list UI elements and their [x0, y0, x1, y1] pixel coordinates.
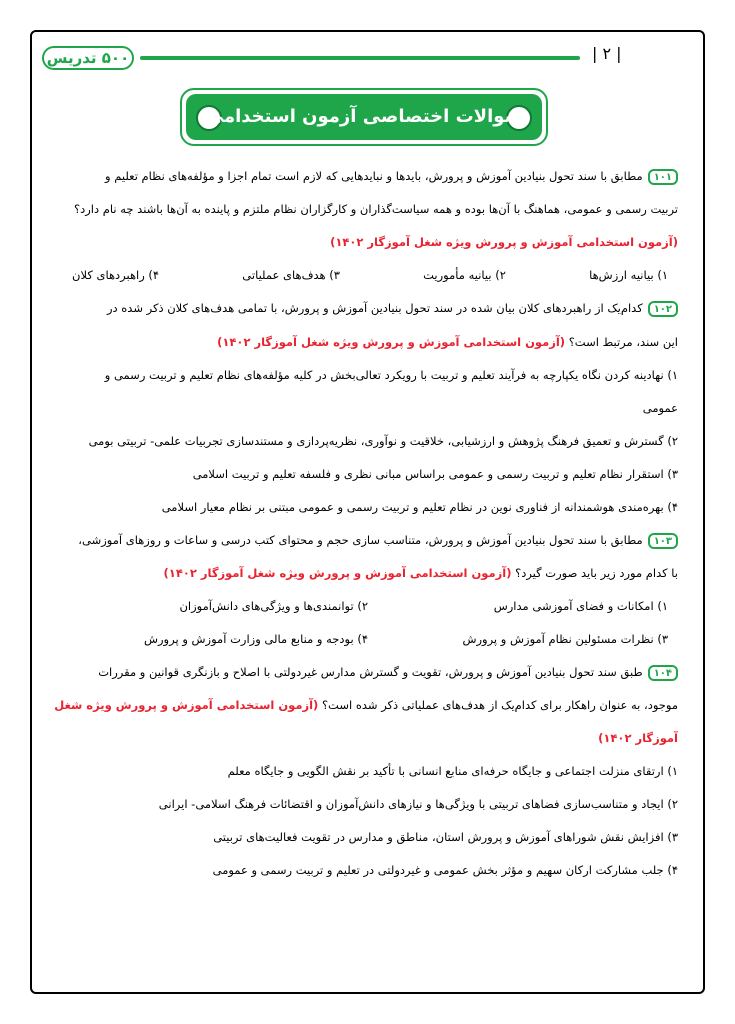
option-4[interactable]: ۴) بهره‌مندی هوشمندانه از فناوری نوین در نظام تعلیم و تربیت رسمی و عمومی مبتنی بر نظام معیار اسلامی [161, 500, 678, 514]
question-number-badge: ۱۰۱ [648, 169, 678, 185]
question-source: (آزمون استخدامی آموزش و پرورش ویژه شغل آموزگار ۱۴۰۲) [163, 566, 512, 580]
page-number: | ۲ | [592, 44, 622, 63]
question-number-badge: ۱۰۳ [648, 533, 678, 549]
option-1[interactable]: ۱) ارتقای منزلت اجتماعی و جایگاه حرفه‌ای منابع انسانی با تأکید بر نقش الگویی و جایگاه معلم [227, 764, 678, 778]
question-source-continued: آموزگار ۱۴۰۲) [598, 731, 678, 745]
question-source: (آزمون استخدامی آموزش و پرورش ویژه شغل آموزگار ۱۴۰۲) [217, 335, 566, 349]
option-1[interactable]: ۱) امکانات و فضای آموزشی مدارس [493, 599, 668, 613]
question-102: ۱۰۲کدام‌یک از راهبردهای کلان بیان شده در سند تحول بنیادین آموزش و پرورش، با تمامی هدف‌های کلان ذکر شده در [62, 300, 678, 317]
option-2[interactable]: ۲) بیانیه مأموریت [423, 268, 506, 282]
option-3[interactable]: ۳) استقرار نظام تعلیم و تربیت رسمی و عمومی براساس مبانی نظری و فلسفه تعلیم و تربیت اسلامی [192, 467, 678, 481]
option-3[interactable]: ۳) افزایش نقش شوراهای آموزش و پرورش استان، مناطق و مدارس در تقویت فعالیت‌های تربیتی [213, 830, 678, 844]
options-row [62, 267, 678, 283]
option-2[interactable]: ۲) ایجاد و متناسب‌سازی فضاهای تربیتی با ویژگی‌ها و نیازهای دانش‌آموزان و اقتضائات فرهنگ اسلامی- ایرانی [158, 797, 678, 811]
option-1[interactable]: ۱) بیانیه ارزش‌ها [589, 268, 668, 282]
question-text-line: تربیت رسمی و عمومی، هماهنگ با آن‌ها بوده و همه سیاست‌گذاران و کارگزاران نظام ملتزم و پاینده به آن‌ها باشند چه نام دارد؟ [74, 202, 678, 216]
question-text-line: موجود، به عنوان راهکار برای کدام‌یک از هدف‌های عملیاتی ذکر شده است؟ (آزمون استخدامی آموزش و پرورش ویژه شغل [54, 698, 678, 712]
option-3[interactable]: ۳) نظرات مسئولین نظام آموزش و پرورش [462, 632, 668, 646]
option-2[interactable]: ۲) توانمندی‌ها و ویژگی‌های دانش‌آموزان [179, 599, 368, 613]
question-text-line: با کدام مورد زیر باید صورت گیرد؟ (آزمون استخدامی آموزش و پرورش ویژه شغل آموزگار ۱۴۰۲) [163, 566, 678, 580]
question-number-badge: ۱۰۲ [648, 301, 678, 317]
option-4[interactable]: ۴) بودجه و منابع مالی وزارت آموزش و پرورش [143, 632, 368, 646]
options-row [62, 598, 678, 614]
question-103: ۱۰۳مطابق با سند تحول بنیادین آموزش و پرورش، متناسب سازی حجم و محتوای کتب درسی و ساعات و روزهای آموزشی، [62, 532, 678, 549]
question-list [54, 0, 678, 1024]
question-text-line: این سند، مرتبط است؟ (آزمون استخدامی آموزش و پرورش ویژه شغل آموزگار ۱۴۰۲) [217, 335, 678, 349]
brand-logo: ۵۰۰ تدریس [42, 46, 134, 70]
option-4[interactable]: ۴) جلب مشارکت ارکان سهیم و مؤثر بخش عمومی و غیردولتی در تعلیم و تربیت رسمی و عمومی [212, 863, 678, 877]
options-row [62, 631, 678, 647]
option-2[interactable]: ۲) گسترش و تعمیق فرهنگ پژوهش و ارزشیابی، خلاقیت و نوآوری، نظریه‌پردازی و مستندسازی تجربیات علمی- تربیتی بومی [88, 434, 678, 448]
option-1-continued: عمومی [642, 401, 678, 415]
question-source: (آزمون استخدامی آموزش و پرورش ویژه شغل آموزگار ۱۴۰۲) [330, 235, 678, 249]
question-104: ۱۰۴طبق سند تحول بنیادین آموزش و پرورش، تقویت و گسترش مدارس غیردولتی با اصلاح و بازنگری قوانین و مقررات [62, 664, 678, 681]
option-3[interactable]: ۳) هدف‌های عملیاتی [242, 268, 340, 282]
page-title: سوالات اختصاصی آزمون استخدامی [205, 106, 523, 127]
question-number-badge: ۱۰۴ [648, 665, 678, 681]
question-101: ۱۰۱مطابق با سند تحول بنیادین آموزش و پرورش، بایدها و نبایدهایی که لازم است تمام اجزا و مؤلفه‌های نظام تعلیم و [62, 168, 678, 185]
option-4[interactable]: ۴) راهبردهای کلان [72, 268, 160, 282]
option-1[interactable]: ۱) نهادینه کردن نگاه یکپارچه به فرآیند تعلیم و تربیت با رویکرد تعالی‌بخش در کلیه مؤلفه‌های نظام تعلیم و تربیت رسمی و [104, 368, 678, 382]
question-source: (آزمون استخدامی آموزش و پرورش ویژه شغل [54, 698, 319, 712]
